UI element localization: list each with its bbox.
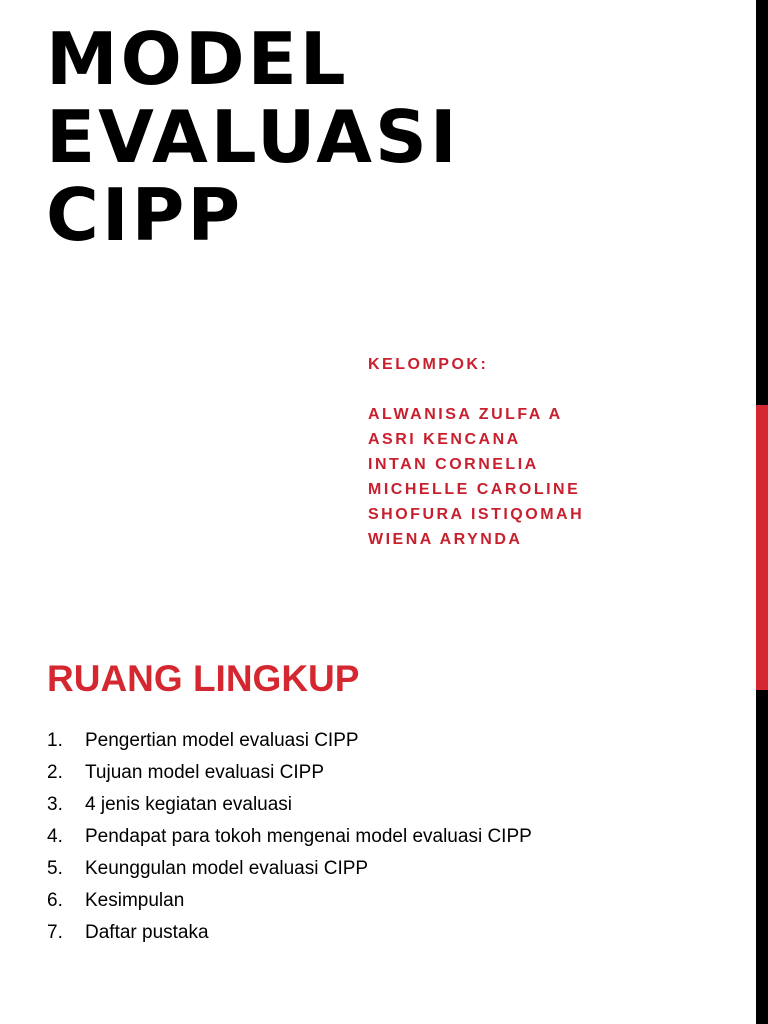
group-label: KELOMPOK: (368, 356, 489, 373)
list-item (47, 887, 532, 919)
member-name: INTAN CORNELIA (368, 456, 539, 473)
list-item (47, 727, 532, 759)
list-item (47, 855, 532, 887)
title-line: MODEL (46, 17, 349, 101)
member-name: ALWANISA ZULFA A (368, 406, 563, 423)
item-number: 2. (47, 762, 63, 783)
slide-title (46, 17, 460, 257)
item-text: Pengertian model evaluasi CIPP (85, 730, 359, 751)
title-line: CIPP (46, 173, 244, 257)
list-item (47, 919, 532, 951)
member-name: SHOFURA ISTIQOMAH (368, 506, 585, 523)
side-bar-black-top (756, 0, 768, 405)
member-name: WIENA ARYNDA (368, 531, 523, 548)
member-name: MICHELLE CAROLINE (368, 481, 581, 498)
scope-list (47, 727, 532, 951)
scope-heading: RUANG LINGKUP (47, 658, 360, 699)
item-number: 6. (47, 890, 63, 911)
member-name: ASRI KENCANA (368, 431, 521, 448)
side-bar-red-accent (756, 405, 768, 690)
side-bar-black-bottom (756, 690, 768, 1024)
item-text: Keunggulan model evaluasi CIPP (85, 858, 369, 879)
item-number: 1. (47, 730, 63, 751)
item-number: 3. (47, 794, 63, 815)
item-number: 5. (47, 858, 63, 879)
group-members (368, 352, 584, 552)
item-text: Kesimpulan (85, 890, 185, 911)
item-text: Tujuan model evaluasi CIPP (85, 762, 325, 783)
item-number: 7. (47, 922, 63, 943)
item-text: Daftar pustaka (85, 922, 209, 943)
title-line: EVALUASI (46, 95, 460, 179)
item-number: 4. (47, 826, 63, 847)
list-item (47, 759, 532, 791)
list-item (47, 823, 532, 855)
list-item (47, 791, 532, 823)
item-text: Pendapat para tokoh mengenai model evaluasi CIPP (85, 826, 532, 847)
item-text: 4 jenis kegiatan evaluasi (85, 794, 293, 815)
